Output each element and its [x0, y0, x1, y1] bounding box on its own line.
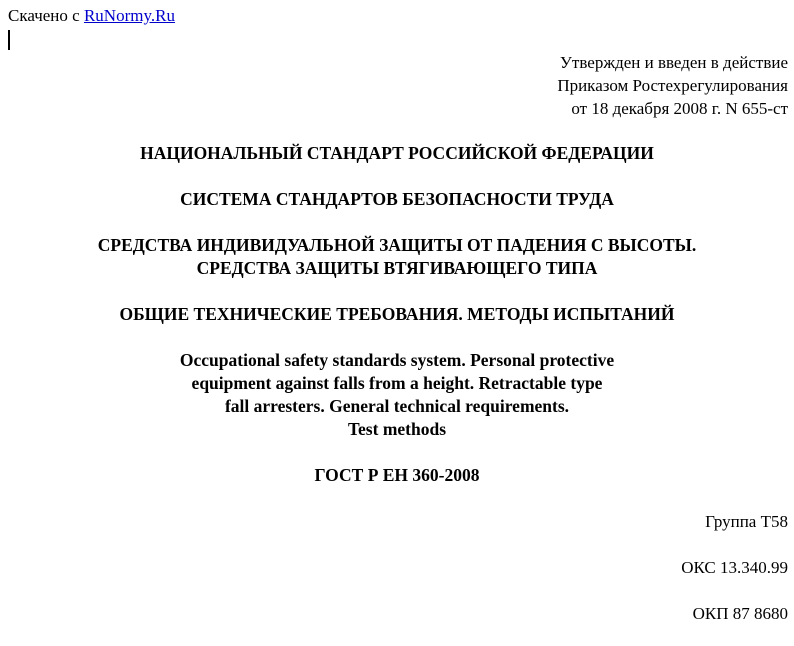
english-title-line: equipment against falls from a height. Retractable type	[191, 373, 603, 393]
oks-code: ОКС 13.340.99	[681, 558, 788, 577]
runormy-link[interactable]: RuNormy.Ru	[83, 6, 175, 25]
approval-line: Утвержден и введен в действие	[559, 53, 788, 72]
group-code: Группа Т58	[705, 512, 788, 531]
subject-line: СРЕДСТВА ЗАЩИТЫ ВТЯГИВАЮЩЕГО ТИПА	[196, 258, 598, 278]
english-title-line: Test methods	[347, 419, 447, 439]
system-heading: СИСТЕМА СТАНДАРТОВ БЕЗОПАСНОСТИ ТРУДА	[180, 189, 614, 209]
subject-heading	[0, 234, 794, 280]
approval-line: Приказом Ростехрегулирования	[557, 76, 788, 95]
okp-code: ОКП 87 8680	[692, 604, 788, 623]
requirements-heading: ОБЩИЕ ТЕХНИЧЕСКИЕ ТРЕБОВАНИЯ. МЕТОДЫ ИСПЫТАНИЙ	[119, 304, 675, 324]
national-standard-heading: НАЦИОНАЛЬНЫЙ СТАНДАРТ РОССИЙСКОЙ ФЕДЕРАЦИИ	[140, 143, 654, 163]
approval-block	[557, 51, 788, 120]
english-title	[0, 349, 794, 441]
standard-designation: ГОСТ Р ЕН 360-2008	[314, 465, 480, 485]
approval-line: от 18 декабря 2008 г. N 655-ст	[571, 99, 788, 118]
english-title-line: Occupational safety standards system. Personal protective	[179, 350, 615, 370]
download-source-line	[8, 6, 175, 26]
subject-line: СРЕДСТВА ИНДИВИДУАЛЬНОЙ ЗАЩИТЫ ОТ ПАДЕНИЯ С ВЫСОТЫ.	[97, 235, 697, 255]
text-cursor	[8, 30, 10, 50]
download-prefix: Скачено с	[8, 6, 80, 25]
english-title-line: fall arresters. General technical requirements.	[224, 396, 570, 416]
